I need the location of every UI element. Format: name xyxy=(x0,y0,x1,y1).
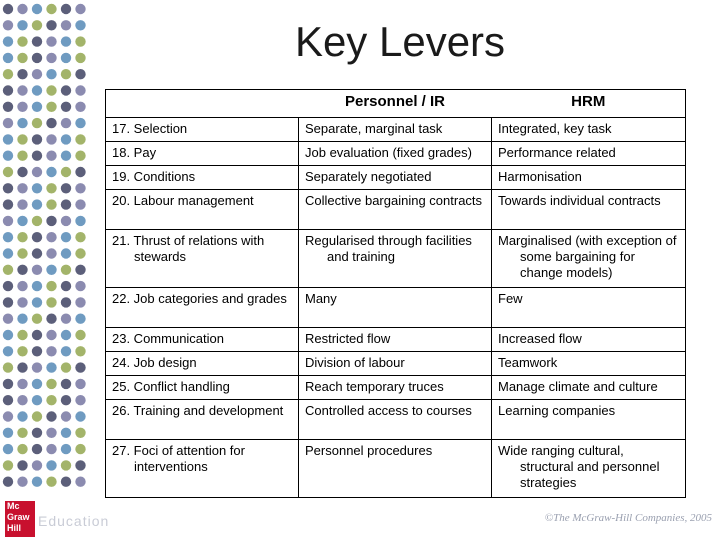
decorative-dot xyxy=(3,477,13,487)
decorative-dot xyxy=(17,444,27,454)
decorative-dot xyxy=(75,216,85,226)
table-row xyxy=(106,328,686,352)
decorative-dot xyxy=(61,199,71,209)
decorative-dot xyxy=(17,346,27,356)
decorative-dot xyxy=(3,85,13,95)
decorative-dot xyxy=(75,444,85,454)
lever-cell: 26. Training and development xyxy=(106,400,299,440)
decorative-dot xyxy=(32,199,42,209)
decorative-dot xyxy=(61,314,71,324)
decorative-dot xyxy=(46,379,56,389)
decorative-dot xyxy=(32,411,42,421)
decorative-dot xyxy=(17,4,27,14)
decorative-dot xyxy=(46,477,56,487)
lever-cell: 24. Job design xyxy=(106,352,299,376)
decorative-dot xyxy=(75,460,85,470)
header-hrm: HRM xyxy=(492,90,686,118)
personnel-ir-cell: Collective bargaining contracts xyxy=(299,190,492,230)
decorative-dot xyxy=(75,362,85,372)
decorative-dot xyxy=(46,395,56,405)
hrm-cell: Teamwork xyxy=(492,352,686,376)
decorative-dot xyxy=(75,199,85,209)
decorative-dot xyxy=(61,444,71,454)
mcgraw-hill-logo: Mc Graw Hill xyxy=(5,501,35,537)
decorative-dot xyxy=(46,69,56,79)
decorative-dot xyxy=(46,216,56,226)
decorative-dot xyxy=(61,248,71,258)
personnel-ir-cell: Regularised through facilities and training xyxy=(299,230,492,288)
lever-cell: 22. Job categories and grades xyxy=(106,288,299,328)
decorative-dot xyxy=(46,199,56,209)
decorative-dot xyxy=(3,69,13,79)
decorative-dot xyxy=(75,53,85,63)
decorative-dot xyxy=(3,20,13,30)
lever-cell: 20. Labour management xyxy=(106,190,299,230)
decorative-dot xyxy=(46,183,56,193)
decorative-dot xyxy=(75,118,85,128)
decorative-dot xyxy=(46,232,56,242)
decorative-dot xyxy=(61,297,71,307)
decorative-dot xyxy=(17,460,27,470)
decorative-dot xyxy=(32,102,42,112)
decorative-dot xyxy=(17,477,27,487)
decorative-dot xyxy=(32,134,42,144)
decorative-dot xyxy=(75,297,85,307)
personnel-ir-cell: Many xyxy=(299,288,492,328)
decorative-dot xyxy=(61,411,71,421)
decorative-dot xyxy=(3,36,13,46)
decorative-dot xyxy=(61,395,71,405)
personnel-ir-cell: Separately negotiated xyxy=(299,166,492,190)
decorative-dot xyxy=(46,20,56,30)
decorative-dot xyxy=(46,362,56,372)
decorative-dot xyxy=(17,69,27,79)
decorative-dot xyxy=(32,460,42,470)
decorative-dot xyxy=(32,20,42,30)
decorative-dot xyxy=(46,411,56,421)
decorative-dot xyxy=(61,428,71,438)
decorative-dot xyxy=(17,411,27,421)
decorative-dot xyxy=(46,428,56,438)
decorative-dot xyxy=(61,330,71,340)
lever-cell: 21. Thrust of relations with stewards xyxy=(106,230,299,288)
table-row xyxy=(106,400,686,440)
decorative-dot xyxy=(61,477,71,487)
decorative-dot xyxy=(75,330,85,340)
decorative-dot xyxy=(46,248,56,258)
hrm-cell: Manage climate and culture xyxy=(492,376,686,400)
decorative-dot xyxy=(32,444,42,454)
hrm-cell: Performance related xyxy=(492,142,686,166)
decorative-dot xyxy=(3,362,13,372)
decorative-dot xyxy=(32,428,42,438)
decorative-dot xyxy=(75,248,85,258)
table-row xyxy=(106,440,686,498)
decorative-dot xyxy=(32,85,42,95)
decorative-dot xyxy=(32,346,42,356)
decorative-dot xyxy=(32,53,42,63)
decorative-dot xyxy=(3,167,13,177)
decorative-dot xyxy=(75,151,85,161)
decorative-dot xyxy=(32,216,42,226)
decorative-dot xyxy=(61,232,71,242)
decorative-dot xyxy=(75,232,85,242)
decorative-dot xyxy=(61,20,71,30)
decorative-dot xyxy=(17,53,27,63)
decorative-dot xyxy=(61,36,71,46)
decorative-dot xyxy=(17,20,27,30)
decorative-dot xyxy=(46,265,56,275)
decorative-dot xyxy=(3,134,13,144)
table-row xyxy=(106,376,686,400)
decorative-dot xyxy=(32,379,42,389)
decorative-dot xyxy=(75,69,85,79)
decorative-dot xyxy=(17,85,27,95)
decorative-dot xyxy=(75,411,85,421)
decorative-dot xyxy=(17,362,27,372)
decorative-dot xyxy=(75,428,85,438)
decorative-dot xyxy=(61,53,71,63)
decorative-dot xyxy=(17,265,27,275)
decorative-dot xyxy=(17,199,27,209)
decorative-dot xyxy=(17,118,27,128)
decorative-dot xyxy=(3,330,13,340)
hrm-cell: Marginalised (with exception of some bargaining for change models) xyxy=(492,230,686,288)
decorative-dot xyxy=(3,444,13,454)
lever-cell: 23. Communication xyxy=(106,328,299,352)
decorative-dot xyxy=(46,460,56,470)
hrm-cell: Harmonisation xyxy=(492,166,686,190)
decorative-dot xyxy=(61,151,71,161)
decorative-dot xyxy=(46,4,56,14)
decorative-dot xyxy=(3,379,13,389)
personnel-ir-cell: Job evaluation (fixed grades) xyxy=(299,142,492,166)
lever-cell: 17. Selection xyxy=(106,118,299,142)
decorative-dot xyxy=(3,232,13,242)
decorative-dot xyxy=(17,134,27,144)
decorative-dot xyxy=(61,85,71,95)
decorative-dot xyxy=(75,314,85,324)
decorative-dot xyxy=(17,297,27,307)
lever-cell: 19. Conditions xyxy=(106,166,299,190)
decorative-dot xyxy=(32,281,42,291)
decorative-dot xyxy=(32,395,42,405)
decorative-dot xyxy=(61,134,71,144)
decorative-dot xyxy=(3,151,13,161)
decorative-dot xyxy=(17,281,27,291)
decorative-dot xyxy=(61,69,71,79)
hrm-cell: Wide ranging cultural, structural and personnel strategies xyxy=(492,440,686,498)
decorative-dot xyxy=(46,102,56,112)
decorative-dot xyxy=(46,297,56,307)
decorative-dot xyxy=(32,362,42,372)
decorative-dot xyxy=(17,183,27,193)
decorative-dot xyxy=(32,69,42,79)
hrm-cell: Learning companies xyxy=(492,400,686,440)
lever-cell: 18. Pay xyxy=(106,142,299,166)
table-row xyxy=(106,190,686,230)
personnel-ir-cell: Controlled access to courses xyxy=(299,400,492,440)
decorative-dot xyxy=(32,248,42,258)
table-header-row xyxy=(106,90,686,118)
decorative-dot xyxy=(46,134,56,144)
key-levers-table xyxy=(105,89,686,498)
table-row xyxy=(106,142,686,166)
decorative-dot xyxy=(61,4,71,14)
decorative-dot xyxy=(32,314,42,324)
decorative-dot xyxy=(46,167,56,177)
decorative-dot xyxy=(3,118,13,128)
personnel-ir-cell: Restricted flow xyxy=(299,328,492,352)
decorative-dot xyxy=(32,36,42,46)
decorative-dot xyxy=(46,281,56,291)
decorative-dot xyxy=(17,428,27,438)
decorative-dot xyxy=(32,183,42,193)
copyright-notice: ©The McGraw-Hill Companies, 2005 xyxy=(544,512,712,524)
decorative-dot xyxy=(61,460,71,470)
decorative-dot xyxy=(3,428,13,438)
lever-cell: 27. Foci of attention for interventions xyxy=(106,440,299,498)
decorative-dot xyxy=(3,265,13,275)
decorative-dot xyxy=(61,346,71,356)
decorative-dot xyxy=(75,4,85,14)
decorative-dot xyxy=(75,477,85,487)
decorative-dot xyxy=(17,36,27,46)
decorative-dot xyxy=(3,395,13,405)
decorative-dot xyxy=(46,444,56,454)
decorative-dot xyxy=(75,102,85,112)
decorative-dot xyxy=(3,314,13,324)
hrm-cell: Few xyxy=(492,288,686,328)
header-personnel-ir: Personnel / IR xyxy=(299,90,492,118)
education-wordmark: Education xyxy=(38,513,110,529)
decorative-dot xyxy=(17,379,27,389)
decorative-dot xyxy=(3,346,13,356)
decorative-dot xyxy=(75,20,85,30)
table-row xyxy=(106,166,686,190)
decorative-dot xyxy=(46,330,56,340)
decorative-dot xyxy=(32,167,42,177)
slide-title: Key Levers xyxy=(294,18,506,65)
table-row xyxy=(106,230,686,288)
decorative-dot xyxy=(46,118,56,128)
decorative-dot xyxy=(75,265,85,275)
decorative-dot xyxy=(17,151,27,161)
decorative-dot xyxy=(17,395,27,405)
decorative-dot xyxy=(32,330,42,340)
personnel-ir-cell: Separate, marginal task xyxy=(299,118,492,142)
decorative-dot xyxy=(3,4,13,14)
decorative-dot xyxy=(75,167,85,177)
decorative-dot xyxy=(17,314,27,324)
hrm-cell: Integrated, key task xyxy=(492,118,686,142)
decorative-dot xyxy=(75,134,85,144)
decorative-dot xyxy=(61,281,71,291)
decorative-dot xyxy=(32,118,42,128)
decorative-dot xyxy=(3,102,13,112)
table-row xyxy=(106,352,686,376)
personnel-ir-cell: Division of labour xyxy=(299,352,492,376)
decorative-dot xyxy=(61,183,71,193)
decorative-dot xyxy=(17,248,27,258)
decorative-dot xyxy=(61,265,71,275)
table-row xyxy=(106,118,686,142)
decorative-dot xyxy=(17,216,27,226)
decorative-dot xyxy=(3,216,13,226)
personnel-ir-cell: Personnel procedures xyxy=(299,440,492,498)
decorative-dot xyxy=(3,199,13,209)
decorative-dot xyxy=(61,102,71,112)
decorative-dot xyxy=(75,183,85,193)
decorative-dot xyxy=(46,36,56,46)
decorative-dot xyxy=(17,232,27,242)
decorative-dot xyxy=(75,85,85,95)
decorative-dot xyxy=(3,53,13,63)
personnel-ir-cell: Reach temporary truces xyxy=(299,376,492,400)
decorative-dot xyxy=(3,460,13,470)
decorative-dot xyxy=(75,281,85,291)
decorative-dot xyxy=(17,167,27,177)
decorative-dot xyxy=(46,85,56,95)
hrm-cell: Towards individual contracts xyxy=(492,190,686,230)
decorative-dot xyxy=(75,379,85,389)
decorative-dot xyxy=(32,265,42,275)
lever-cell: 25. Conflict handling xyxy=(106,376,299,400)
decorative-dot xyxy=(3,183,13,193)
decorative-dot xyxy=(75,395,85,405)
table-row xyxy=(106,288,686,328)
decorative-dot xyxy=(3,411,13,421)
decorative-dot xyxy=(46,53,56,63)
hrm-cell: Increased flow xyxy=(492,328,686,352)
decorative-dot xyxy=(3,297,13,307)
decorative-dot xyxy=(3,281,13,291)
decorative-dot xyxy=(3,248,13,258)
decorative-dot xyxy=(75,36,85,46)
header-blank-cell xyxy=(106,90,299,118)
decorative-dot xyxy=(61,216,71,226)
decorative-dot xyxy=(32,297,42,307)
decorative-dot xyxy=(61,167,71,177)
decorative-dot xyxy=(17,330,27,340)
decorative-dot xyxy=(32,151,42,161)
decorative-dot xyxy=(46,314,56,324)
decorative-dot xyxy=(61,379,71,389)
decorative-dot xyxy=(17,102,27,112)
decorative-dot xyxy=(46,151,56,161)
decorative-dot xyxy=(46,346,56,356)
decorative-dot-grid xyxy=(0,0,104,500)
decorative-dot xyxy=(61,118,71,128)
decorative-dot xyxy=(32,4,42,14)
decorative-dot xyxy=(32,477,42,487)
decorative-dot xyxy=(75,346,85,356)
decorative-dot xyxy=(61,362,71,372)
decorative-dot xyxy=(32,232,42,242)
